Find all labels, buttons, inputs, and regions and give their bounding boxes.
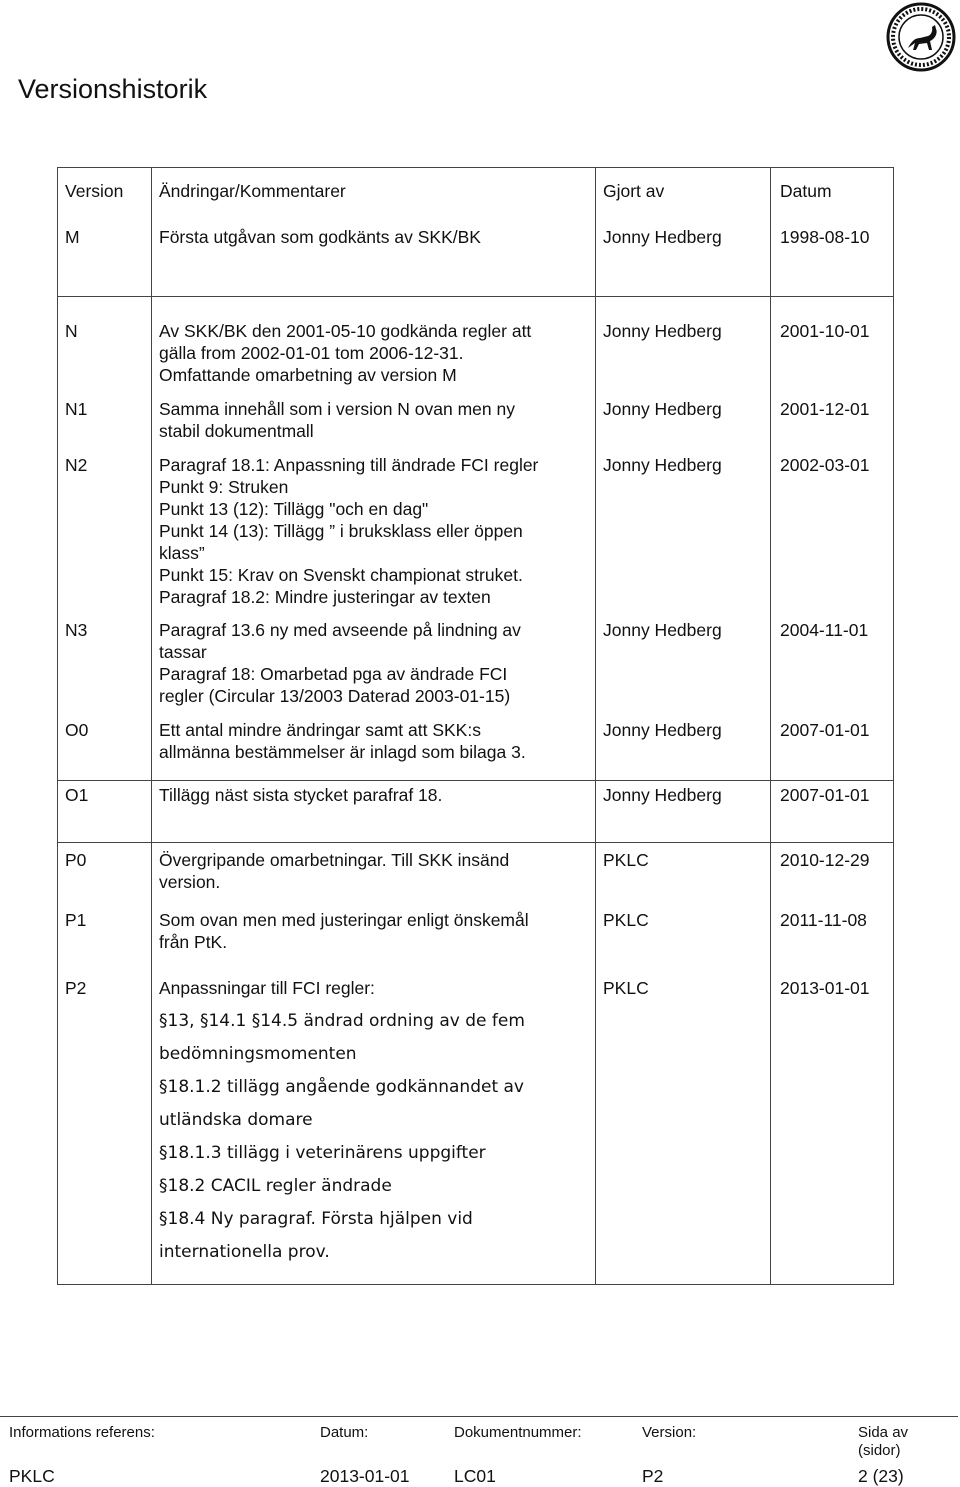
row-version: O1	[58, 781, 152, 843]
change-line: klass”	[159, 543, 205, 563]
change-line: stabil dokumentmall	[159, 421, 314, 441]
row-author: PKLC	[596, 843, 771, 910]
sub-item: internationella prov.	[159, 1242, 330, 1262]
row-date: 2013-01-01	[771, 977, 894, 1285]
footer-divider	[0, 1416, 958, 1417]
row-version: N3	[58, 619, 152, 719]
change-line: Paragraf 18: Omarbetad pga av ändrade FCI	[159, 664, 508, 684]
footer-label-ref: Informations referens:	[9, 1424, 155, 1441]
change-line: Som ovan men med justeringar enligt önskemål	[159, 910, 529, 930]
change-line: Av SKK/BK den 2001-05-10 godkända regler att	[159, 321, 532, 341]
row-changes	[152, 224, 596, 297]
change-line: Punkt 15: Krav on Svenskt championat struket.	[159, 565, 523, 585]
change-line: Första utgåvan som godkänts av SKK/BK	[159, 227, 481, 247]
row-date: 2010-12-29	[771, 843, 894, 910]
change-line: version.	[159, 872, 221, 892]
page-title: Versionshistorik	[18, 74, 208, 104]
footer-label-version: Version:	[642, 1424, 697, 1441]
row-changes	[152, 843, 596, 910]
footer-label-docnum: Dokumentnummer:	[454, 1424, 582, 1441]
table-row	[58, 454, 894, 619]
footer-label-page: Sida av	[858, 1424, 909, 1441]
change-line: Punkt 9: Struken	[159, 477, 289, 497]
sub-item-list	[159, 1005, 589, 1269]
change-line: Ett antal mindre ändringar samt att SKK:s	[159, 720, 481, 740]
change-line: Samma innehåll som i version N ovan men ny	[159, 399, 515, 419]
table-header-row	[58, 168, 894, 225]
table-row	[58, 297, 894, 399]
footer-label-page-sub: (sidor)	[858, 1442, 901, 1459]
club-logo-icon	[886, 2, 956, 72]
row-version: P2	[58, 977, 152, 1285]
row-changes	[152, 398, 596, 454]
sub-item: §18.1.3 tillägg i veterinärens uppgifter	[159, 1143, 486, 1163]
change-line: allmänna bestämmelser är inlagd som bilaga 3.	[159, 742, 526, 762]
header-changes: Ändringar/Kommentarer	[152, 168, 596, 225]
row-version: N2	[58, 454, 152, 619]
change-line: Paragraf 18.1: Anpassning till ändrade FCI regler	[159, 455, 539, 475]
row-date: 2004-11-01	[771, 619, 894, 719]
change-line: Paragraf 13.6 ny med avseende på lindning av	[159, 620, 521, 640]
change-line: Punkt 14 (13): Tillägg ” i bruksklass eller öppen	[159, 521, 523, 541]
row-changes	[152, 909, 596, 977]
header-author: Gjort av	[596, 168, 771, 225]
footer-label-date: Datum:	[320, 1424, 369, 1441]
footer-value-date: 2013-01-01	[320, 1466, 410, 1486]
sub-item: §18.4 Ny paragraf. Första hjälpen vid	[159, 1209, 473, 1229]
table-row	[58, 977, 894, 1285]
row-author: Jonny Hedberg	[596, 781, 771, 843]
row-version: P0	[58, 843, 152, 910]
row-date: 2007-01-01	[771, 781, 894, 843]
table-row	[58, 843, 894, 910]
row-version: M	[58, 224, 152, 297]
row-author: Jonny Hedberg	[596, 454, 771, 619]
change-line: Punkt 13 (12): Tillägg "och en dag"	[159, 499, 429, 519]
table-row	[58, 719, 894, 781]
sub-item: §13, §14.1 §14.5 ändrad ordning av de fem	[159, 1011, 525, 1031]
version-history-table	[57, 167, 894, 1285]
row-date: 2001-12-01	[771, 398, 894, 454]
row-author: Jonny Hedberg	[596, 619, 771, 719]
row-author: Jonny Hedberg	[596, 297, 771, 399]
row-changes	[152, 977, 596, 1285]
table-row	[58, 781, 894, 843]
change-line: regler (Circular 13/2003 Daterad 2003-01-15)	[159, 686, 511, 706]
row-date: 2011-11-08	[771, 909, 894, 977]
row-changes	[152, 619, 596, 719]
table-row	[58, 909, 894, 977]
row-changes	[152, 781, 596, 843]
change-line: Anpassningar till FCI regler:	[159, 978, 375, 998]
row-changes	[152, 454, 596, 619]
footer-value-version: P2	[642, 1466, 664, 1486]
change-line: från PtK.	[159, 932, 228, 952]
row-date: 2002-03-01	[771, 454, 894, 619]
change-line: tassar	[159, 642, 207, 662]
row-date: 2007-01-01	[771, 719, 894, 781]
row-version: O0	[58, 719, 152, 781]
table-row	[58, 224, 894, 297]
footer-value-page: 2 (23)	[858, 1466, 904, 1486]
header-version: Version	[58, 168, 152, 225]
row-changes	[152, 719, 596, 781]
row-version: N1	[58, 398, 152, 454]
sub-item: utländska domare	[159, 1110, 313, 1130]
row-version: N	[58, 297, 152, 399]
row-author: Jonny Hedberg	[596, 224, 771, 297]
sub-item: §18.2 CACIL regler ändrade	[159, 1176, 392, 1196]
row-author: Jonny Hedberg	[596, 719, 771, 781]
footer-value-ref: PKLC	[9, 1466, 55, 1486]
table-row	[58, 619, 894, 719]
change-line: Omfattande omarbetning av version M	[159, 365, 457, 385]
row-date: 1998-08-10	[771, 224, 894, 297]
row-author: Jonny Hedberg	[596, 398, 771, 454]
change-line: Övergripande omarbetningar. Till SKK insänd	[159, 850, 510, 870]
row-author: PKLC	[596, 909, 771, 977]
change-line: Tillägg näst sista stycket parafraf 18.	[159, 785, 443, 805]
change-line: gälla from 2002-01-01 tom 2006-12-31.	[159, 343, 464, 363]
table-row	[58, 398, 894, 454]
row-date: 2001-10-01	[771, 297, 894, 399]
sub-item: bedömningsmomenten	[159, 1044, 357, 1064]
sub-item: §18.1.2 tillägg angående godkännandet av	[159, 1077, 524, 1097]
row-author: PKLC	[596, 977, 771, 1285]
row-changes	[152, 297, 596, 399]
row-version: P1	[58, 909, 152, 977]
footer-value-docnum: LC01	[454, 1466, 496, 1486]
header-date: Datum	[771, 168, 894, 225]
change-line: Paragraf 18.2: Mindre justeringar av texten	[159, 587, 491, 607]
